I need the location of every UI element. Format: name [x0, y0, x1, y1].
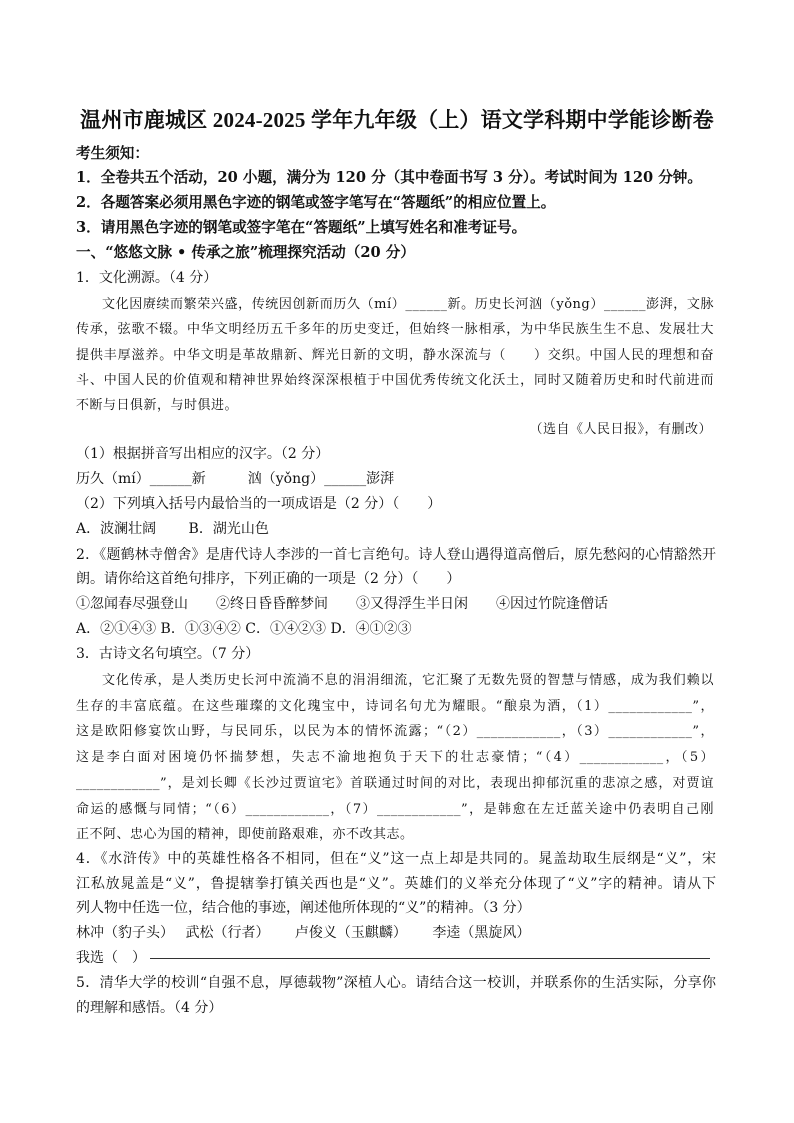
notice-item-3: 3．请用黑色字迹的钢笔或签字笔在“答题纸”上填写姓名和准考证号。 [76, 219, 527, 236]
q1-sub2-options[interactable]: A．波澜壮阔 B．湖光山色 [76, 521, 269, 537]
q1-title: 1．文化溯源。（4 分） [76, 270, 218, 286]
q3-title: 3．古诗文名句填空。（7 分） [76, 646, 260, 662]
q4-answer-line[interactable] [150, 957, 710, 959]
q1-sub2: （2）下列填入括号内最恰当的一项成语是（2 分）（ ） [76, 496, 442, 512]
q1-passage-line-3: 提供丰厚滋养。中华文明是革故鼎新、辉光日新的文明，静水深流与（ ）交织。中国人民的理想和奋 [76, 348, 714, 363]
q3-passage-line-7: 正不阿、忠心为国的精神，即使前路艰难，亦不改其志。 [76, 827, 414, 842]
q4-answer-label: 我选（ ） [76, 950, 146, 966]
q1-passage-line-1: 文化因赓续而繁荣兴盛，传统因创新而历久（mí）______新。历史长河汹（yǒng）______澎湃，文脉 [102, 297, 714, 312]
q2-text-line-2: 朗。请你给这首绝句排序，下列正确的一项是（2 分）（ ） [76, 571, 461, 587]
q1-sub1: （1）根据拼音写出相应的汉字。（2 分） [76, 446, 330, 462]
q4-answer-row[interactable] [76, 947, 710, 967]
q4-choices[interactable]: 林冲（豹子头） 武松（行者） 卢俊义（玉麒麟） 李逵（黑旋风） [76, 925, 531, 941]
q1-passage-line-5: 不断与日俱新，与时俱进。 [76, 398, 239, 413]
q3-passage-line-4[interactable]: 这是李白面对困境仍怀揣梦想，失志不渝地抱负于天下的壮志豪情；“（4）____________，（5） [76, 750, 714, 765]
q3-passage-line-2[interactable]: 生存的丰富底蕴。在这些璀璨的文化瑰宝中，诗词名句尤为耀眼。“酿泉为酒，（1）____________”， [76, 699, 714, 714]
q5-text-line-1: 5．清华大学的校训“自强不息，厚德载物”深植人心。请结合这一校训，并联系你的生活实际，分享你 [76, 975, 716, 991]
q4-text-line-1: 4．《水浒传》中的英雄性格各不相同，但在“义”这一点上却是共同的。晁盖劫取生辰纲是“义”，宋 [76, 851, 716, 867]
q1-sub1-answer[interactable]: 历久（mí）______新 汹（yǒng）______澎湃 [76, 471, 395, 487]
q4-text-line-3: 列人物中任选一位，结合他的事迹，阐述他所体现的“义”的精神。（3 分） [76, 900, 531, 916]
q3-passage-line-5[interactable]: ____________”，是刘长卿《长沙过贾谊宅》首联通过时间的对比，表现出抑郁沉重的悲凉之感，对贾谊 [76, 776, 714, 791]
q1-passage-line-2: 传承，弦歌不辍。中华文明经历五千多年的历史变迁，但始终一脉相承，为中华民族生生不息、发展壮大 [76, 322, 714, 337]
q2-poem-lines: ①忽闻春尽强登山 ②终日昏昏醉梦间 ③又得浮生半日闲 ④因过竹院逢僧话 [76, 596, 608, 612]
notice-heading: 考生须知： [76, 145, 149, 162]
q1-source: （选自《人民日报》，有删改） [529, 422, 712, 437]
q2-text-line-1: 2．《题鹤林寺僧舍》是唐代诗人李涉的一首七言绝句。诗人登山遇得道高僧后，原先愁闷的心情豁然开 [76, 547, 716, 563]
q2-options[interactable]: A．②①④③ B．①③④② C．①④②③ D．④①②③ [76, 621, 412, 637]
q5-text-line-2: 的理解和感悟。（4 分） [76, 1000, 223, 1016]
q3-passage-line-6[interactable]: 命运的感慨与同情；“（6）____________，（7）____________”，是韩愈在左迁蓝关途中仍表明自己刚 [76, 802, 714, 817]
section1-heading: 一、“悠悠文脉 • 传承之旅”梳理探究活动（20 分） [76, 244, 415, 261]
notice-item-2: 2．各题答案必须用黑色字迹的钢笔或签字笔写在“答题纸”的相应位置上。 [76, 194, 556, 211]
q1-passage-line-4: 斗、中国人民的价值观和精神世界始终深深根植于中国优秀传统文化沃土，同时又随着历史和时代前进而 [76, 373, 714, 388]
exam-title: 温州市鹿城区 2024-2025 学年九年级（上）语文学科期中学能诊断卷 [80, 108, 714, 132]
notice-item-1: 1．全卷共五个活动，20 小题，满分为 120 分（其中卷面书写 3 分）。考试时间为 120 分钟。 [76, 169, 702, 186]
q3-passage-line-3[interactable]: 这是欧阳修宴饮山野，与民同乐，以民为本的情怀流露；“（2）____________，（3）____________”， [76, 724, 714, 739]
q3-passage-line-1: 文化传承，是人类历史长河中流淌不息的涓涓细流，它汇聚了无数先贤的智慧与情感，成为我们赖以 [102, 673, 714, 688]
q4-text-line-2: 江私放晁盖是“义”，鲁提辖拳打镇关西也是“义”。英雄们的义举充分体现了“义”字的精神。请从下 [76, 876, 716, 892]
